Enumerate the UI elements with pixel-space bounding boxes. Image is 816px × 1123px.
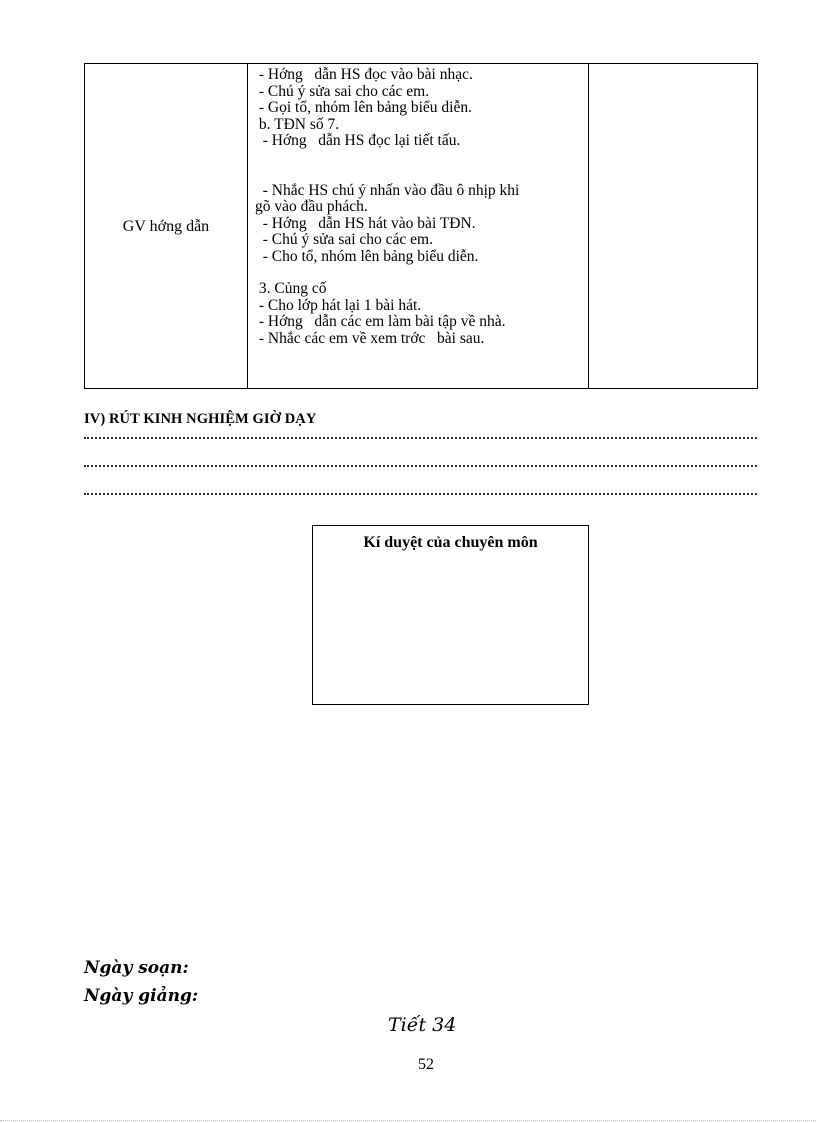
content-line: 3. Củng cố <box>255 280 327 297</box>
content-line: - Chú ý sửa sai cho các em. <box>255 231 433 248</box>
approval-title: Kí duyệt của chuyên môn <box>363 534 538 551</box>
teacher-activity-cell <box>85 64 248 389</box>
page-bottom-rule <box>0 1120 816 1121</box>
page-number: 52 <box>418 1056 434 1073</box>
content-line: - Chú ý sửa sai cho các em. <box>255 82 430 100</box>
preparation-date-label: Ngày soạn: <box>84 958 189 978</box>
lesson-content-cell <box>248 64 589 389</box>
content-line: - Hớng dẫn HS hát vào bài TĐN. <box>255 214 476 232</box>
table-row <box>85 64 758 389</box>
content-line: - Nhắc HS chú ý nhấn vào đầu ô nhịp khi <box>255 181 520 199</box>
content-line: - Cho tổ, nhóm lên bảng biểu diễn. <box>255 247 479 265</box>
content-line: - Cho lớp hát lại 1 bài hát. <box>255 296 422 314</box>
lesson-table <box>84 63 758 389</box>
teacher-role-text: GV hớng dẫn <box>122 218 210 235</box>
content-line: - Hớng dẫn HS đọc vào bài nhạc. <box>255 66 473 83</box>
content-line: - Hớng dẫn HS đọc lại tiết tấu. <box>255 132 461 149</box>
content-line: - Gọi tổ, nhóm lên bảng biểu diễn. <box>255 99 472 116</box>
teaching-date-label: Ngày giảng: <box>84 986 199 1006</box>
notes-cell <box>589 64 758 389</box>
dotted-line <box>84 493 757 495</box>
approval-box <box>312 525 589 705</box>
content-line: b. TĐN số 7. <box>255 115 340 133</box>
dotted-line <box>84 465 757 467</box>
lesson-number-heading: Tiết 34 <box>388 1014 457 1036</box>
dotted-line <box>84 437 757 439</box>
content-line: gõ vào đầu phách. <box>255 198 368 215</box>
content-line: - Hớng dẫn các em làm bài tập về nhà. <box>255 313 506 330</box>
content-line: - Nhắc các em về xem trớc bài sau. <box>255 329 485 347</box>
section-heading: IV) RÚT KINH NGHIỆM GIỜ DẠY <box>84 411 317 427</box>
